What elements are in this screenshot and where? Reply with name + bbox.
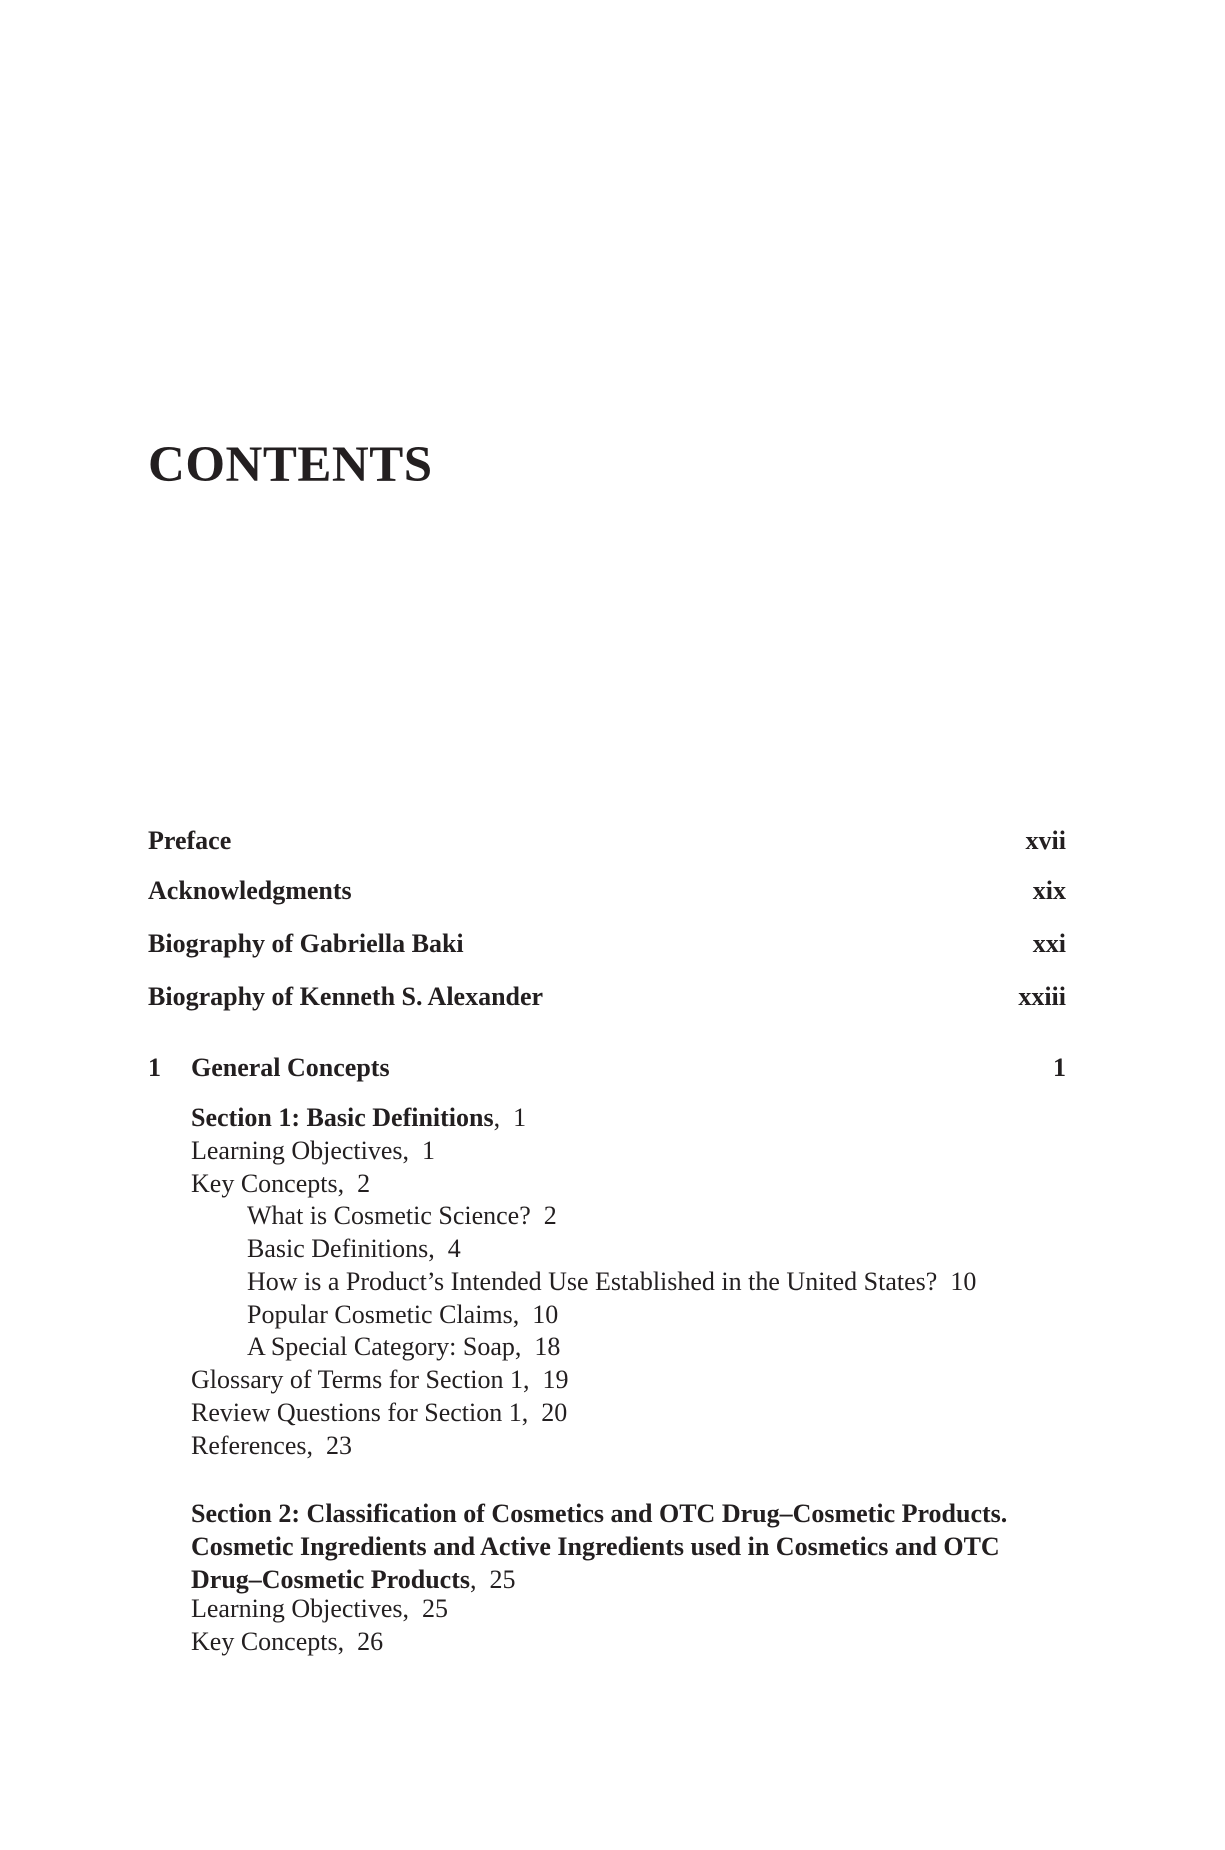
toc-subentry[interactable] [247, 1334, 560, 1360]
section-page: 1 [513, 1103, 527, 1132]
chapter-number: 1 [148, 1053, 161, 1082]
section-title-line: Drug–Cosmetic Products [191, 1565, 470, 1594]
entry-page: 4 [447, 1234, 461, 1263]
chapter-page: 1 [1053, 1053, 1066, 1082]
toc-section-1[interactable]: Section 1: Basic Definitions, 1 [191, 1103, 527, 1132]
chapter-title: General Concepts [191, 1053, 390, 1082]
toc-entry[interactable] [191, 1596, 448, 1622]
entry-title: Biography of Gabriella Baki [148, 929, 464, 958]
entry-text: Key Concepts, [191, 1627, 345, 1656]
toc-entry[interactable] [191, 1138, 435, 1164]
entry-text: Learning Objectives, [191, 1594, 410, 1623]
toc-chapter-1[interactable] [148, 1055, 1066, 1081]
entry-page: 2 [543, 1201, 557, 1230]
entry-page: xxi [1032, 929, 1066, 958]
entry-text: How is a Product’s Intended Use Established in the United States? [247, 1267, 938, 1296]
entry-page: 25 [422, 1594, 449, 1623]
entry-page: 23 [325, 1431, 352, 1460]
entry-page: 10 [950, 1267, 977, 1296]
entry-page: 19 [542, 1365, 569, 1394]
toc-entry[interactable] [191, 1400, 567, 1426]
toc-entry[interactable] [191, 1171, 370, 1197]
toc-subentry[interactable] [247, 1236, 461, 1262]
entry-text: A Special Category: Soap, [247, 1332, 522, 1361]
toc-entry[interactable] [191, 1629, 383, 1655]
toc-section-2[interactable] [191, 1497, 1071, 1596]
entry-page: xix [1032, 876, 1066, 905]
entry-page: 10 [532, 1300, 559, 1329]
entry-page: 18 [534, 1332, 561, 1361]
toc-entry-preface[interactable] [148, 828, 1066, 854]
entry-page: xxiii [1018, 982, 1066, 1011]
entry-page: xvii [1025, 826, 1066, 855]
toc-entry-biography-alexander[interactable] [148, 984, 1066, 1010]
entry-text: What is Cosmetic Science? [247, 1201, 531, 1230]
section-title: Section 1: Basic Definitions [191, 1103, 494, 1132]
entry-text: Key Concepts, [191, 1169, 345, 1198]
toc-subentry[interactable] [247, 1269, 976, 1295]
section-title-last-line: Drug–Cosmetic Products, 25 [191, 1565, 516, 1594]
entry-text: Learning Objectives, [191, 1136, 410, 1165]
toc-entry-acknowledgments[interactable] [148, 878, 1066, 904]
section-title-line: Cosmetic Ingredients and Active Ingredients used in Cosmetics and OTC [191, 1532, 1000, 1561]
entry-title: Biography of Kenneth S. Alexander [148, 982, 544, 1011]
entry-text: Basic Definitions, [247, 1234, 435, 1263]
entry-page: 26 [357, 1627, 384, 1656]
toc-entry[interactable] [191, 1433, 352, 1459]
toc-subentry[interactable] [247, 1302, 558, 1328]
section-page: 25 [489, 1565, 516, 1594]
entry-text: Popular Cosmetic Claims, [247, 1300, 520, 1329]
toc-entry-biography-baki[interactable] [148, 931, 1066, 957]
entry-page: 20 [541, 1398, 568, 1427]
entry-title: Acknowledgments [148, 876, 352, 905]
entry-page: 1 [422, 1136, 436, 1165]
toc-entry[interactable] [191, 1367, 569, 1393]
entry-title: Preface [148, 826, 232, 855]
entry-page: 2 [357, 1169, 371, 1198]
section-title-line: Section 2: Classification of Cosmetics and OTC Drug–Cosmetic Products. [191, 1499, 1008, 1528]
entry-text: Review Questions for Section 1, [191, 1398, 529, 1427]
toc-subentry[interactable] [247, 1203, 557, 1229]
entry-text: Glossary of Terms for Section 1, [191, 1365, 530, 1394]
page-title: CONTENTS [148, 437, 433, 493]
entry-text: References, [191, 1431, 313, 1460]
